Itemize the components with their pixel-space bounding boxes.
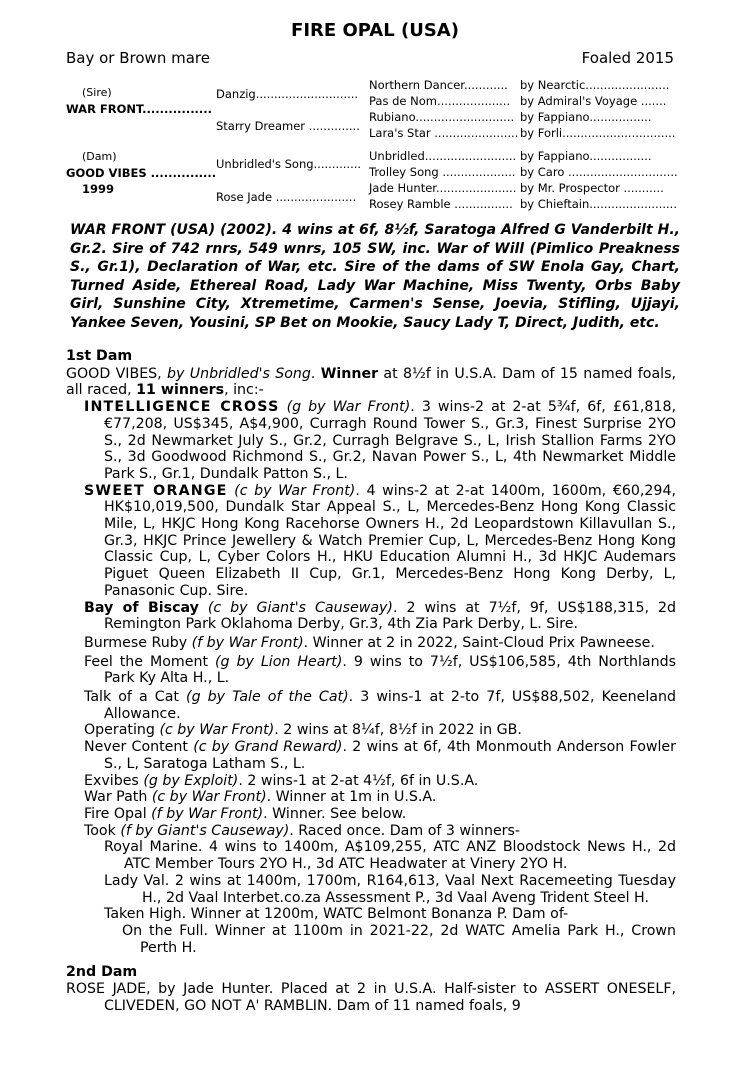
produce-entry: Talk of a Cat (g by Tale of the Cat). 3 wins-1 at 2-to 7f, US$88,502, Keeneland Allowance. xyxy=(84,689,676,722)
dam-section xyxy=(66,348,676,1014)
pedigree-g2: Starry Dreamer .............. xyxy=(216,119,360,133)
dam-label: (Dam) xyxy=(82,150,117,163)
pedigree-g3: Trolley Song .................... xyxy=(369,165,516,179)
pedigree-g3: Northern Dancer............ xyxy=(369,78,508,92)
pedigree-g3: Lara's Star ....................... xyxy=(369,126,519,140)
first-dam-intro: GOOD VIBES, by Unbridled's Song. Winner at 8½f in U.S.A. Dam of 15 named foals, all raced, 11 winners, inc:- xyxy=(66,365,676,399)
pedigree-g3: Jade Hunter...................... xyxy=(369,181,517,195)
produce-entry: Exvibes (g by Exploit). 2 wins-1 at 2-at 4½f, 6f in U.S.A. xyxy=(84,772,479,789)
pedigree-g2: Danzig............................ xyxy=(216,87,359,101)
produce-entry: Burmese Ruby (f by War Front). Winner at 2 in 2022, Saint-Cloud Prix Pawneese. xyxy=(84,634,655,651)
pedigree-g3: Rosey Ramble ................ xyxy=(369,197,513,211)
pedigree-g4: by Forli............................... xyxy=(520,126,676,140)
pedigree-g4: by Fappiano................. xyxy=(520,110,652,124)
produce-entry: Operating (c by War Front). 2 wins at 8¼f, 8½f in 2022 in GB. xyxy=(84,722,522,739)
pedigree-g4: by Chieftain........................ xyxy=(520,197,677,211)
pedigree-g4: by Fappiano................. xyxy=(520,149,652,163)
grand-produce-entry: Lady Val. 2 wins at 1400m, 1700m, R164,613, Vaal Next Racemeeting Tuesday H., 2d Vaal Interbet.co.za Assessment P., 3d Vaal Aveng Trident Steel H. xyxy=(104,872,677,906)
produce-entry: Fire Opal (f by War Front). Winner. See below. xyxy=(84,805,407,822)
pedigree-g4: by Mr. Prospector ........... xyxy=(520,181,664,195)
sire-label: (Sire) xyxy=(82,86,112,99)
produce-entry: Never Content (c by Grand Reward). 2 wins at 6f, 4th Monmouth Anderson Fowler S., L, Saratoga Latham S., L. xyxy=(84,739,676,772)
produce-entry: SWEET ORANGE (c by War Front). 4 wins-2 at 2-at 1400m, 1600m, €60,294, HK$10,019,500, Dundalk Star Appeal S., L, Mercedes-Benz Hong Kong Classic Mile, L, HKJC Hong Kong Racehorse Owners H., 2d Leopardstown Killavullan S., Gr.3, HKJC Prince Jewellery & Watch Premier Cup, L, Mercedes-Benz Hong Kong Classic Cup, L, Cyber Colors H., HKU Education Alumni H., 3d HKJC Audemars Piguet Queen Elizabeth II Cup, Gr.1, Mercedes-Benz Hong Kong Derby, L, Panasonic Cup. Sire. xyxy=(84,482,676,599)
pedigree-g3: Unbridled......................... xyxy=(369,149,517,163)
dam-year: 1999 xyxy=(82,182,115,196)
produce-entry: Took (f by Giant's Causeway). Raced once. Dam of 3 winners- xyxy=(84,822,521,839)
produce-entry: Bay of Biscay (c by Giant's Causeway). 2 wins at 7½f, 9f, US$188,315, 2d Remington Park Oklahoma Derby, Gr.3, 4th Zia Park Derby, L. Sire. xyxy=(84,599,676,633)
dam-name: GOOD VIBES ............... xyxy=(66,166,217,180)
first-dam-heading: 1st Dam xyxy=(66,348,133,364)
pedigree-g4: by Nearctic....................... xyxy=(520,78,670,92)
second-dam-text: ROSE JADE, by Jade Hunter. Placed at 2 in U.S.A. Half-sister to ASSERT ONESELF, CLIVEDEN, GO NOT A' RAMBLIN. Dam of 11 named foals, 9 xyxy=(66,981,676,1014)
sire-name: WAR FRONT................ xyxy=(66,102,213,116)
sire-summary: WAR FRONT (USA) (2002). 4 wins at 6f, 8½f, Saratoga Alfred G Vanderbilt H., Gr.2. Sire of 742 rnrs, 549 wnrs, 105 SW, inc. War of Will (Pimlico Preakness S., Gr.1), Declaration of War, etc. Sire of the dams of SW Enola Gay, Chart, Turned Aside, Ethereal Road, Lady War Machine, Miss Twenty, Orbs Baby Girl, Sunshine City, Xtremetime, Carmen's Sense, Joevia, Stifling, Ujjayi, Yankee Seven, Yousini, SP Bet on Mookie, Saucy Lady T, Direct, Judith, etc. xyxy=(70,222,680,331)
produce-entry: INTELLIGENCE CROSS (g by War Front). 3 wins-2 at 2-at 5¾f, 6f, £61,818, €77,208, US$345, A$4,900, Curragh Round Tower S., Gr.3, Finest Surprise 2YO S., 2d Newmarket July S., Gr.2, Curragh Belgrave S., L, Irish Stallion Farms 2YO S., 3d Goodwood Richmond S., Gr.2, Navan Power S., L, 4th Newmarket Middle Park S., Gr.1, Dundalk Patton S., L. xyxy=(84,399,676,482)
pedigree-g4: by Admiral's Voyage ....... xyxy=(520,94,667,108)
pedigree-g2: Rose Jade ...................... xyxy=(216,190,357,204)
pedigree-g4: by Caro .............................. xyxy=(520,165,678,179)
pedigree-g3: Pas de Nom.................... xyxy=(369,94,511,108)
grand-produce-entry: On the Full. Winner at 1100m in 2021-22, 2d WATC Amelia Park H., Crown Perth H. xyxy=(122,922,676,956)
page-title: FIRE OPAL (USA) xyxy=(291,20,459,41)
pedigree-g3: Rubiano........................... xyxy=(369,110,515,124)
produce-entry: Feel the Moment (g by Lion Heart). 9 wins to 7½f, US$106,585, 4th Northlands Park Ky Alta H., L. xyxy=(84,653,676,687)
pedigree-g2: Unbridled's Song............. xyxy=(216,157,362,171)
horse-description: Bay or Brown mare xyxy=(66,49,210,67)
grand-produce-entry: Royal Marine. 4 wins to 1400m, A$109,255, ATC ANZ Bloodstock News H., 2d ATC Member Tours 2YO H., 3d ATC Headwater at Vinery 2YO H. xyxy=(104,839,676,873)
produce-entry: War Path (c by War Front). Winner at 1m in U.S.A. xyxy=(84,789,437,806)
second-dam-heading: 2nd Dam xyxy=(66,964,138,981)
grand-produce-entry: Taken High. Winner at 1200m, WATC Belmont Bonanza P. Dam of- xyxy=(104,906,569,923)
foaled-year: Foaled 2015 xyxy=(581,49,674,67)
